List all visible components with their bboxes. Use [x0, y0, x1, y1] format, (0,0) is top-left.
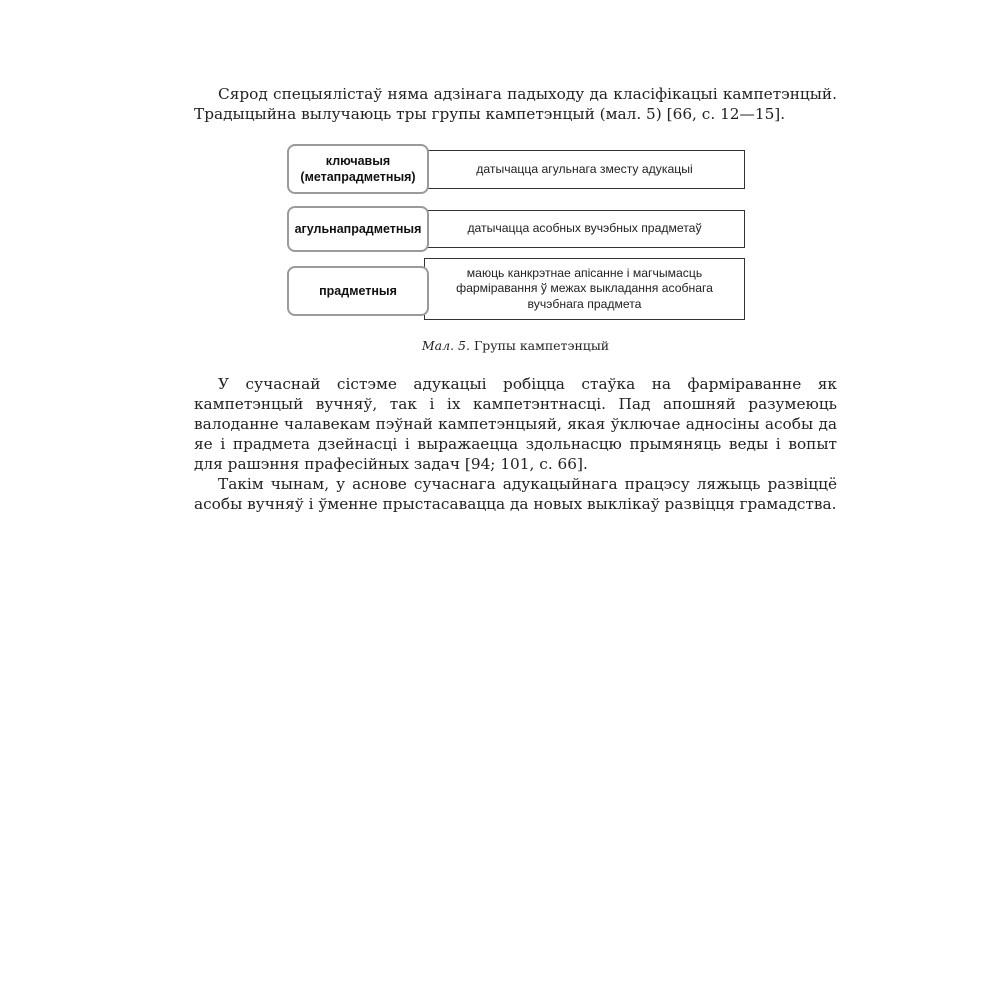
figure-caption	[194, 338, 837, 354]
body-paragraph-1: У сучаснай сістэме адукацыі робіцца стаўка на фарміраванне як кампетэнцый вучняў, так і іх кампетэнтнасці. Пад апошняй разумеюць валоданне чалавекам пэўнай кампетэнцыяй, якая ўключае адносіны асобы да яе і прадмета дзейнасці і выражаецца здольнасцю прымяняць веды і вопыт для рашэння прафесійных задач [94; 101, с. 66].	[194, 375, 837, 473]
description-box-key	[424, 150, 745, 189]
description-subject-line-2: фарміравання ў межах выкладання асобнага	[456, 281, 713, 296]
intro-paragraph: Сярод спецыялістаў няма адзінага падыходу да класіфікацыі кампетэнцый. Традыцыйна вылучаюць тры групы кампетэнцый (мал. 5) [66, с. 12—15].	[194, 85, 837, 123]
body-paragraph-2: Такім чынам, у аснове сучаснага адукацыйнага працэсу ляжыць развіццё асобы вучняў і ўменне прыстасавацца да новых выклікаў развіцця грамадства.	[194, 475, 837, 513]
label-key-line-2: (метапрадметныя)	[300, 170, 416, 184]
description-subject-line-1: маюць канкрэтнае апісанне і магчымасць	[466, 265, 703, 280]
competence-groups-diagram	[287, 144, 745, 322]
body-text	[194, 374, 837, 514]
label-key-line-1: ключавыя	[325, 154, 391, 168]
intro-text	[194, 84, 837, 124]
diagram-row-general-subject	[287, 206, 745, 252]
diagram-row-subject	[287, 258, 745, 322]
label-box-key	[287, 144, 429, 194]
figure-caption-text: Групы кампетэнцый	[473, 338, 610, 353]
description-general-subject-line-1: датычацца асобных вучэбных прадметаў	[467, 221, 702, 236]
diagram-row-key	[287, 144, 745, 194]
label-box-general-subject	[287, 206, 429, 252]
description-box-general-subject	[424, 210, 745, 248]
description-key-line-1: датычацца агульнага зместу адукацыі	[476, 161, 693, 176]
description-box-subject	[424, 258, 745, 320]
figure-caption-prefix: Мал. 5.	[421, 338, 470, 353]
description-subject-line-3: вучэбнага прадмета	[527, 296, 642, 311]
label-box-subject	[287, 266, 429, 316]
label-general-subject-line-1: агульнапрадметныя	[294, 222, 422, 236]
label-subject-line-1: прадметныя	[319, 284, 397, 298]
